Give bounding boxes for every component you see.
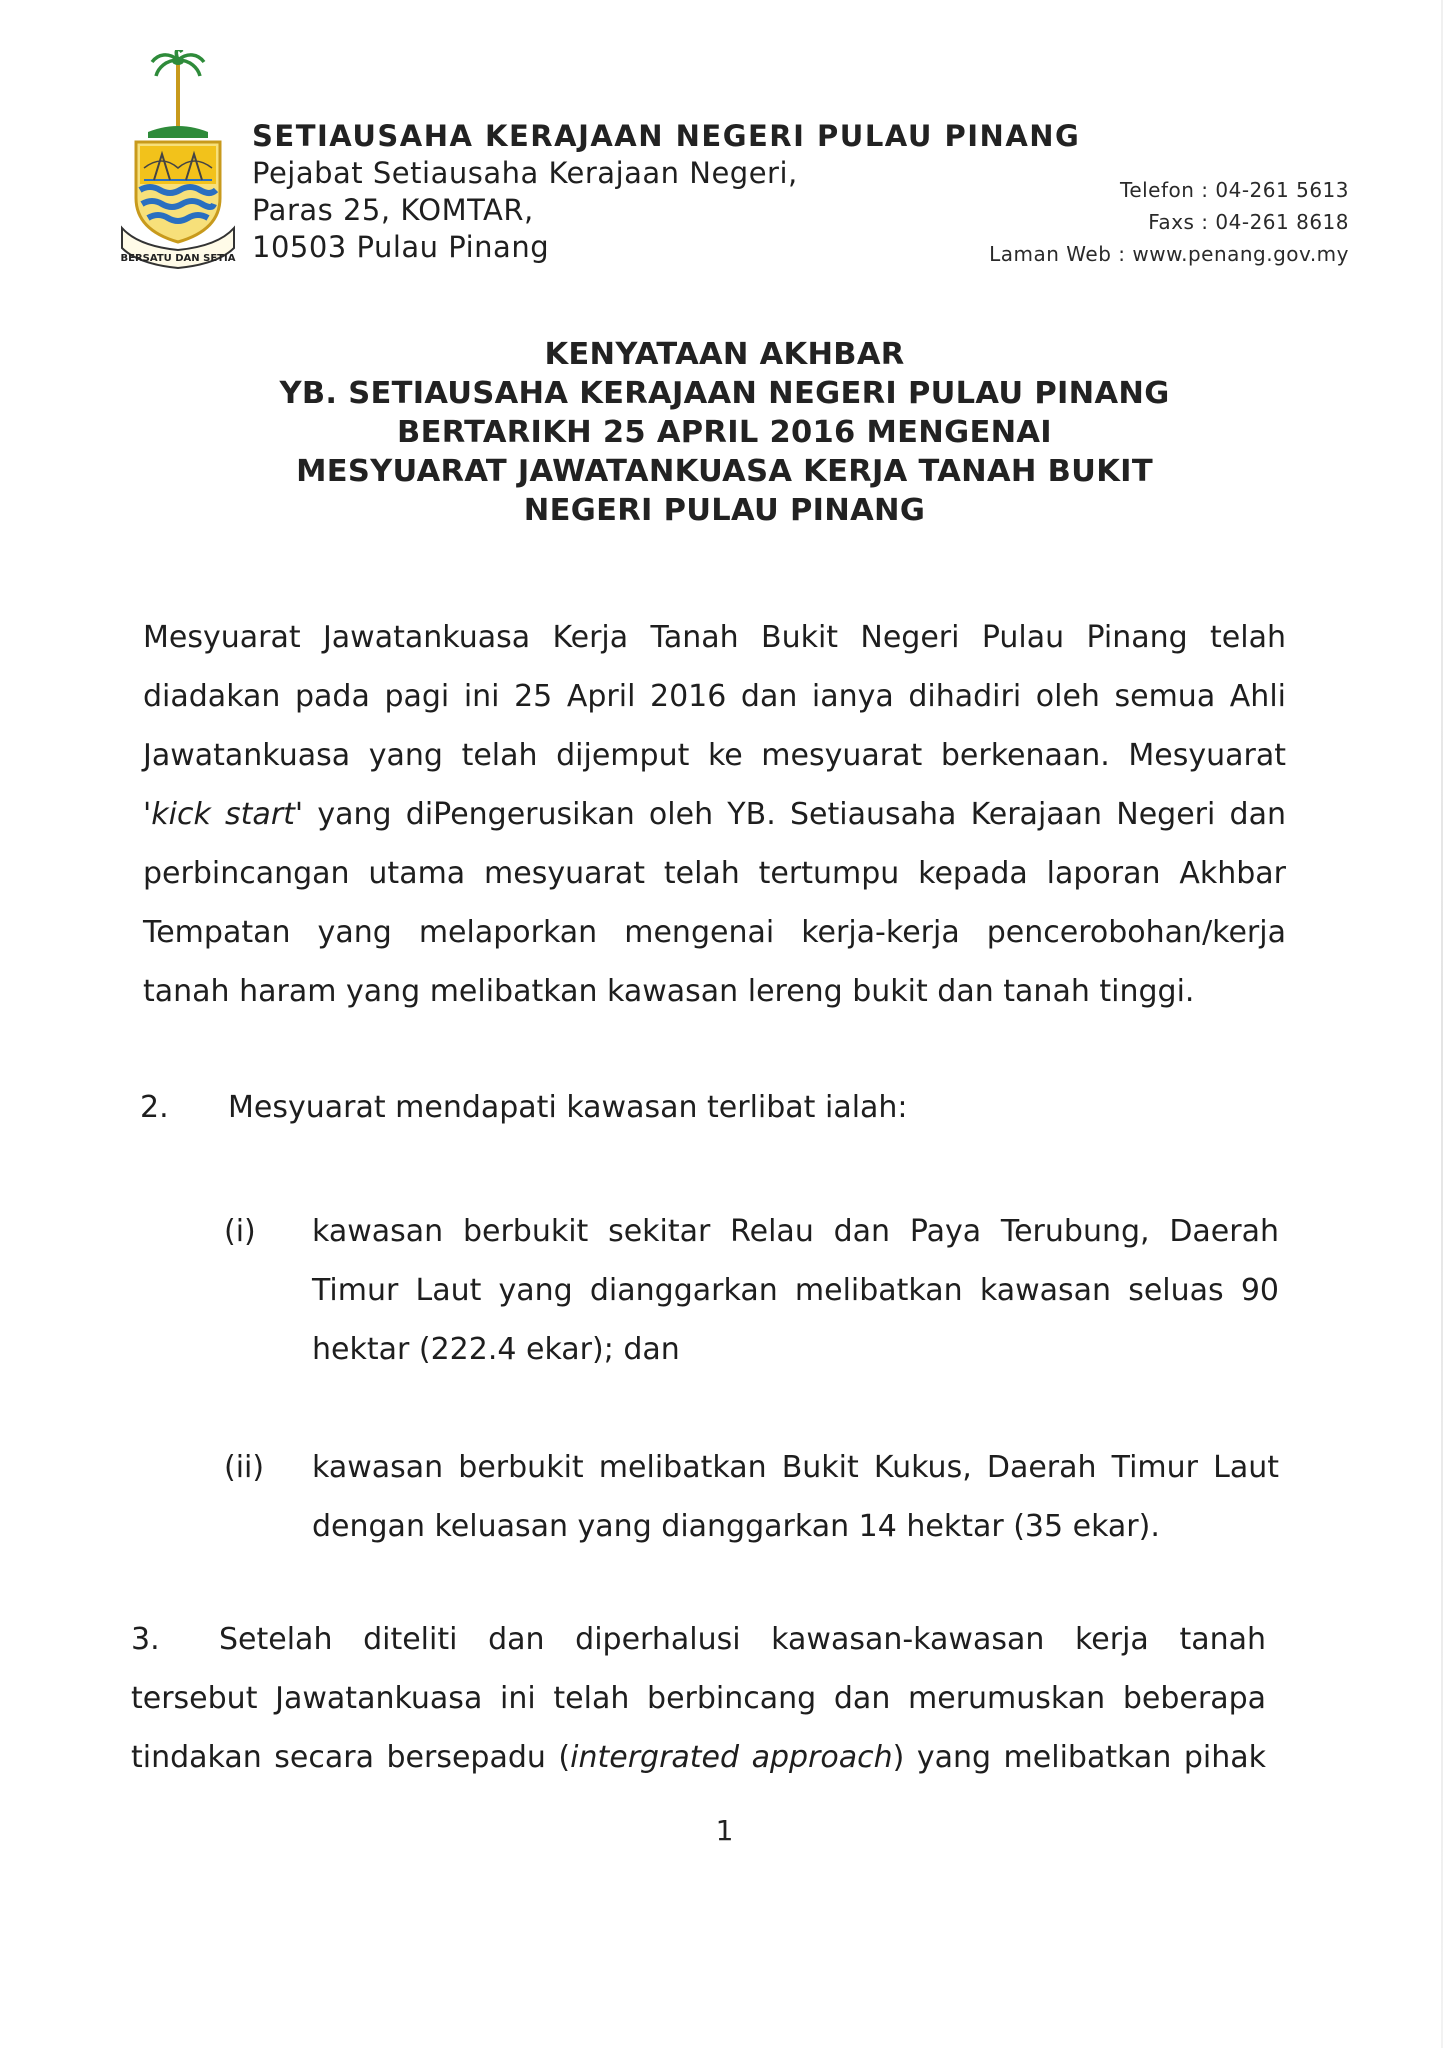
text-line: tanah haram yang melibatkan kawasan lereng bukit dan tanah tinggi.	[143, 974, 1195, 1009]
paragraph-number: 2.	[140, 1090, 169, 1125]
text-fragment: Setelah diteliti dan diperhalusi kawasan-kawasan kerja tanah	[219, 1622, 1266, 1657]
address-line: Paras 25, KOMTAR,	[252, 193, 534, 227]
text-line: kawasan berbukit melibatkan Bukit Kukus, Daerah Timur Laut	[312, 1450, 1279, 1485]
text-line: diadakan pada pagi ini 25 April 2016 dan ianya dihadiri oleh semua Ahli	[143, 679, 1286, 714]
text-fragment: ) yang melibatkan pihak	[892, 1740, 1266, 1775]
address-line: 10503 Pulau Pinang	[252, 230, 550, 264]
penang-crest-icon	[118, 50, 238, 270]
paragraph-3	[131, 1610, 1266, 1787]
text-line: Timur Laut yang dianggarkan melibatkan kawasan seluas 90	[312, 1273, 1279, 1308]
organisation-name: SETIAUSAHA KERAJAAN NEGERI PULAU PINANG	[252, 119, 1081, 153]
text-line: hektar (222.4 ekar); dan	[312, 1332, 680, 1367]
item-label: (i)	[224, 1214, 256, 1249]
letterhead-address	[252, 118, 1080, 266]
text-line: Mesyuarat mendapati kawasan terlibat ialah:	[228, 1090, 908, 1125]
text-line: tersebut Jawatankuasa ini telah berbincang dan merumuskan beberapa	[131, 1681, 1266, 1716]
text-line: perbincangan utama mesyuarat telah tertumpu kepada laporan Akhbar	[143, 856, 1286, 891]
text-fragment: tindakan secara bersepadu (	[131, 1740, 571, 1775]
text-line: Tempatan yang melaporkan mengenai kerja-kerja pencerobohan/kerja	[143, 915, 1286, 950]
text-line: dengan keluasan yang dianggarkan 14 hektar (35 ekar).	[312, 1509, 1160, 1544]
list-item	[224, 1438, 1279, 1556]
crest-motto: BERSATU DAN SETIA	[120, 253, 236, 264]
scan-edge	[1441, 0, 1443, 2048]
address-line: Pejabat Setiausaha Kerajaan Negeri,	[252, 156, 798, 190]
title-line: NEGERI PULAU PINANG	[523, 493, 926, 528]
text-line: Jawatankuasa yang telah dijemput ke mesyuarat berkenaan. Mesyuarat	[143, 738, 1286, 773]
title-line: YB. SETIAUSAHA KERAJAAN NEGERI PULAU PINANG	[279, 376, 1170, 411]
website: Laman Web : www.penang.gov.my	[989, 242, 1349, 266]
text-line	[143, 785, 1286, 844]
text-line: kawasan berbukit sekitar Relau dan Paya Terubung, Daerah	[312, 1214, 1279, 1249]
press-release-title	[0, 335, 1449, 530]
item-label: (ii)	[224, 1450, 265, 1485]
paragraph-number: 3.	[131, 1622, 160, 1657]
text-fragment: yang diPengerusikan oleh YB. Setiausaha Kerajaan Negeri dan	[303, 797, 1286, 832]
italic-term: intergrated approach	[570, 1740, 893, 1775]
title-line: BERTARIKH 25 APRIL 2016 MENGENAI	[397, 415, 1052, 450]
telephone: Telefon : 04-261 5613	[1120, 178, 1349, 202]
title-line: MESYUARAT JAWATANKUASA KERJA TANAH BUKIT	[296, 454, 1153, 489]
paragraph-1	[143, 608, 1286, 1021]
letterhead-contact	[989, 174, 1349, 270]
list-item	[224, 1202, 1279, 1379]
text-line	[131, 1728, 1266, 1787]
text-line	[131, 1610, 1266, 1669]
title-line: KENYATAAN AKHBAR	[544, 337, 905, 372]
italic-term: 'kick start'	[143, 797, 304, 832]
fax: Faxs : 04-261 8618	[1148, 210, 1349, 234]
paragraph-2	[140, 1086, 908, 1130]
text-line: Mesyuarat Jawatankuasa Kerja Tanah Bukit Negeri Pulau Pinang telah	[143, 620, 1286, 655]
page-number: 1	[715, 1814, 734, 1847]
